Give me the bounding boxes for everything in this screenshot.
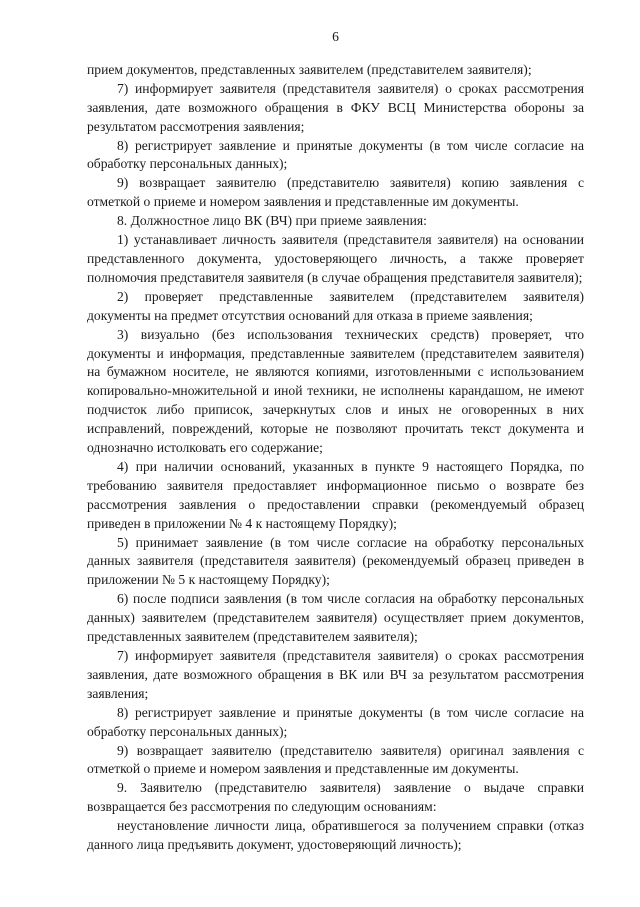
paragraph-item-7-fku: 7) информирует заявителя (представителя заявителя) о сроках рассмотрения заявления, дате возможного обращения в ФКУ ВСЦ Министерства обороны за результатом рассмотрения заявления; xyxy=(87,80,584,134)
paragraph-item-3: 3) визуально (без использования технических средств) проверяет, что документы и информация, представленные заявителем (представителем заявителя) на бумажном носителе, не являются копиями, изготовленными с использованием копировально-множительной и иной техники, не исполнены карандашом, не имеют подчисток либо приписок, зачеркнутых слов и иных не оговоренных в них исправлений, повреждений, которые не позволяют прочитать текст документа и однозначно истолковать его содержание; xyxy=(87,326,584,456)
paragraph-item-2: 2) проверяет представленные заявителем (представителем заявителя) документы на предмет отсутствия оснований для отказа в приеме заявления; xyxy=(87,288,584,323)
paragraph-section-9: 9. Заявителю (представителю заявителя) заявление о выдаче справки возвращается без рассмотрения по следующим основаниям: xyxy=(87,780,584,815)
paragraph-item-4: 4) при наличии оснований, указанных в пункте 9 настоящего Порядка, по требованию заявителя предоставляет информационное письмо о возврате без рассмотрения заявления о предоставлении справки (рекомендуемый образец приведен в приложении № 4 к настоящему Порядку); xyxy=(87,458,584,531)
page-number: 6 xyxy=(332,29,339,44)
paragraph-item-8-vk: 8) регистрирует заявление и принятые документы (в том числе согласие на обработку персональных данных); xyxy=(87,704,584,739)
paragraph-item-9-fku: 9) возвращает заявителю (представителю заявителя) копию заявления с отметкой о приеме и номером заявления и представленные им документы. xyxy=(87,175,584,210)
paragraph-ground-identity: неустановление личности лица, обратившегося за получением справки (отказ данного лица предъявить документ, удостоверяющий личность); xyxy=(87,818,584,853)
paragraph-section-8: 8. Должностное лицо ВК (ВЧ) при приеме заявления: xyxy=(117,213,427,229)
paragraph-item-7-vk: 7) информирует заявителя (представителя заявителя) о сроках рассмотрения заявления, дате возможного обращения в ВК или ВЧ за результатом рассмотрения заявления; xyxy=(87,648,584,701)
paragraph-item-5: 5) принимает заявление (в том числе согласие на обработку персональных данных заявителя (представителя заявителя) (рекомендуемый образец приведен в приложении № 5 к настоящему Порядку); xyxy=(87,534,584,588)
paragraph-continuation: прием документов, представленных заявителем (представителем заявителя); xyxy=(87,61,532,77)
paragraph-item-1: 1) устанавливает личность заявителя (представителя заявителя) на основании представленного документа, удостоверяющего личность, а также проверяет полномочия представителя заявителя (в случае обращения представителя заявителя); xyxy=(87,232,584,285)
paragraph-item-8-fku: 8) регистрирует заявление и принятые документы (в том числе согласие на обработку персональных данных); xyxy=(87,137,584,172)
paragraph-item-9-vk: 9) возвращает заявителю (представителю заявителя) оригинал заявления с отметкой о приеме и номером заявления и представленные им документы. xyxy=(87,742,584,777)
paragraph-item-6: 6) после подписи заявления (в том числе согласия на обработку персональных данных) заявителем (представителем заявителя) осуществляет прием документов, представленных заявителем (представителем заявителя); xyxy=(87,591,584,645)
